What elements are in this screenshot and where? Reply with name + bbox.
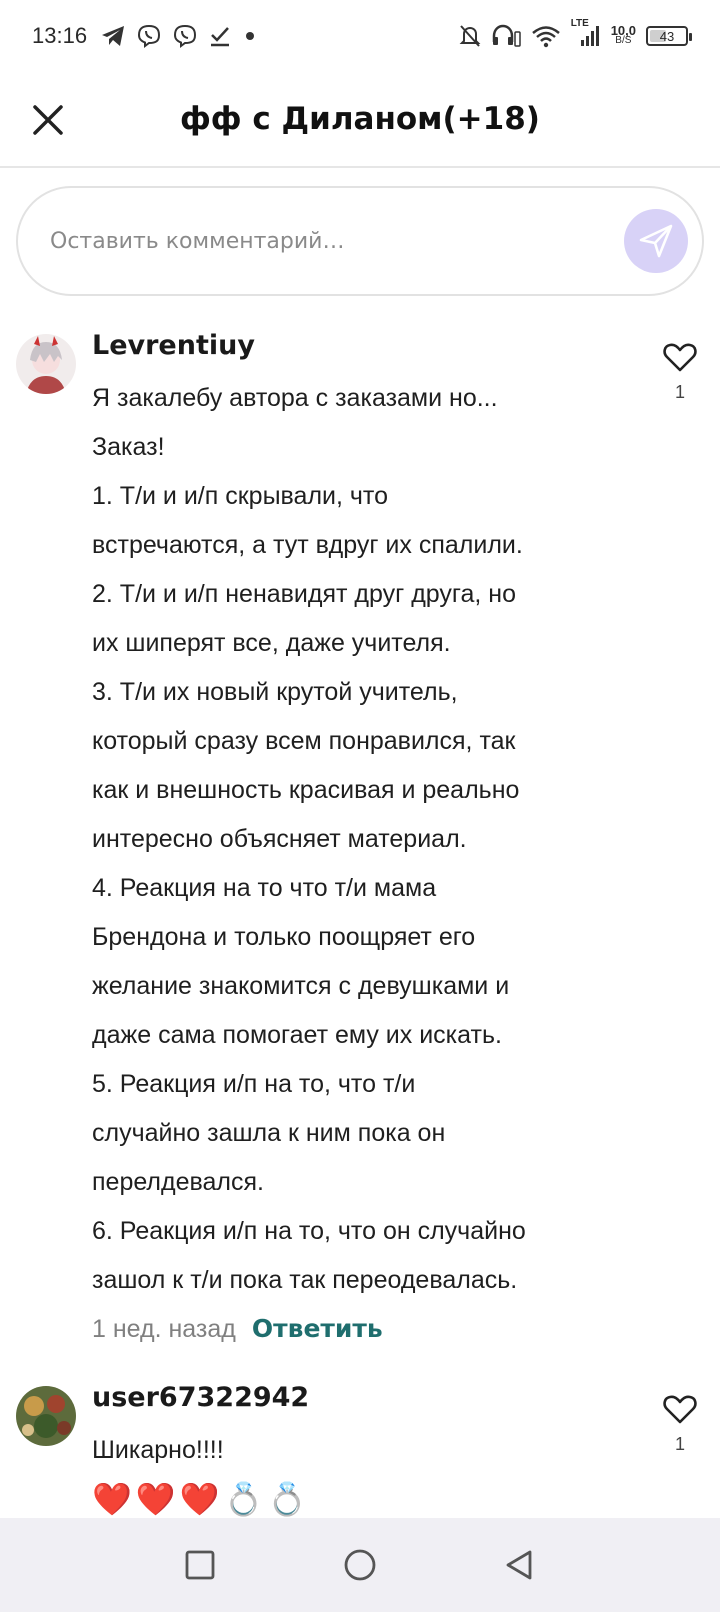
battery-icon (646, 26, 688, 46)
ring-emoji: 💍 (267, 1480, 308, 1518)
home-circle-icon (343, 1548, 377, 1582)
comment-box (16, 186, 704, 296)
battery-level: 43 (659, 28, 675, 44)
close-icon (32, 104, 64, 136)
avatar[interactable] (16, 1386, 76, 1446)
comment-emojis (92, 1480, 307, 1518)
lte-label: LTE (570, 18, 589, 29)
status-time: 13:16 (32, 23, 88, 48)
comment-username[interactable]: user67322942 (92, 1382, 310, 1413)
like-button[interactable] (660, 342, 700, 403)
red-heart-emoji: ❤️ (179, 1480, 220, 1518)
comment-meta (92, 1314, 383, 1344)
status-bar (0, 0, 720, 72)
red-heart-emoji: ❤️ (92, 1480, 132, 1518)
send-icon (638, 223, 674, 259)
home-button[interactable] (336, 1541, 384, 1589)
comment-input[interactable] (50, 229, 590, 254)
like-count: 1 (674, 1434, 685, 1454)
reply-button[interactable]: Ответить (251, 1314, 383, 1343)
close-button[interactable] (28, 100, 68, 140)
status-icons-left (101, 24, 257, 48)
headset-icon (491, 24, 521, 48)
recents-button[interactable] (176, 1541, 224, 1589)
red-heart-emoji: ❤️ (135, 1480, 176, 1518)
like-count: 1 (674, 382, 685, 402)
send-button[interactable] (624, 209, 688, 273)
comment-time: 1 нед. назад (92, 1315, 236, 1343)
comment-text: Шикарно!!!! (92, 1436, 224, 1464)
dot-icon (243, 29, 257, 43)
recents-square-icon (184, 1549, 216, 1581)
net-speed: 10,0 B/S (610, 23, 636, 46)
back-triangle-icon (504, 1549, 536, 1581)
comment-text: Я закалебу автора с заказами но... Заказ! 1. Т/и и и/п скрывали, что встречаются, а тут вдруг их спалили. 2. Т/и и и/п ненавидят друг друга, но их шиперят все, даже учителя. 3. Т/и их новый крутой учитель, который сразу всем понравился, так как и внешность красивая и реально интересно объясняет материал. 4. Реакция на то что т/и мама Брендона и только поощряет его желание знакомится с девушками и даже сама помогает ему их искать. 5. Реакция и/п на то, что т/и случайно зашла к ним пока он перелдевался. 6. Реакция и/п на то, что он случайно зашол к т/и пока так переодевалась. (92, 384, 526, 1294)
comment-username[interactable]: Levrentiuy (92, 330, 255, 361)
header (0, 72, 720, 168)
page-title: фф с Диланом(+18) (180, 101, 540, 137)
like-button[interactable] (660, 1394, 700, 1455)
viber-icon (173, 24, 197, 48)
heart-icon (663, 1394, 697, 1424)
status-icons-right (459, 18, 688, 48)
bell-off-icon (459, 24, 481, 48)
check-icon (209, 25, 231, 47)
signal-icon (570, 18, 601, 48)
back-button[interactable] (496, 1541, 544, 1589)
telegram-icon (101, 25, 125, 47)
wifi-icon (531, 24, 561, 48)
avatar[interactable] (16, 334, 76, 394)
system-nav-bar (0, 1518, 720, 1612)
viber-icon (137, 24, 161, 48)
ring-emoji: 💍 (223, 1480, 264, 1518)
heart-icon (663, 342, 697, 372)
